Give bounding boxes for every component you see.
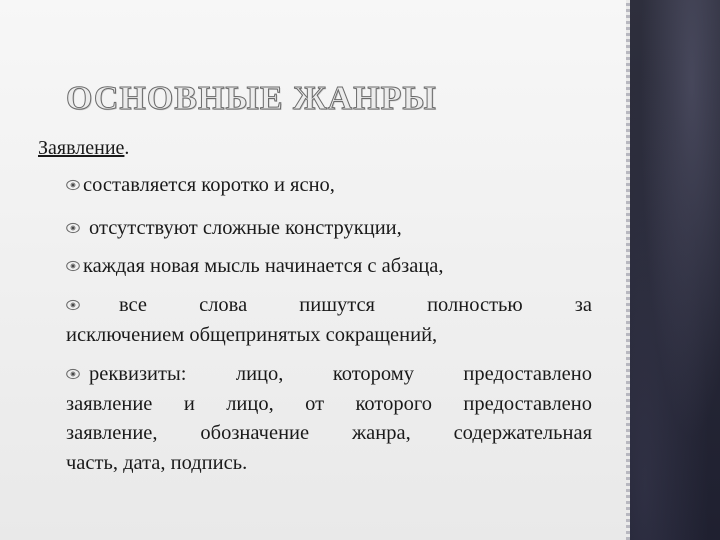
- eye-bullet-icon: [66, 367, 80, 381]
- eye-bullet-icon: [66, 221, 80, 235]
- list-item-text: все слова пишутся полностью за: [119, 294, 592, 316]
- subtitle-lead: Заявление: [38, 137, 125, 159]
- eye-bullet-icon: [66, 178, 80, 192]
- list-item-line: [66, 360, 592, 390]
- list-item-line: [66, 291, 592, 321]
- list-item-text: составляется коротко и ясно,: [83, 174, 335, 196]
- subtitle-tail: .: [124, 137, 130, 159]
- list-item-line: исключением общепринятых сокращений,: [66, 323, 438, 346]
- list-item-text: отсутствуют сложные конструкции,: [89, 217, 402, 239]
- list-item-text: реквизиты: лицо, которому предоставлено: [89, 363, 592, 385]
- eye-bullet-icon: [66, 298, 80, 312]
- slide-title: ОСНОВНЫЕ ЖАНРЫ: [66, 80, 437, 117]
- eye-bullet-icon: [66, 259, 80, 273]
- list-item: [66, 360, 592, 478]
- list-item-line: часть, дата, подпись.: [66, 451, 248, 474]
- list-item-line: заявление и лицо, от которого предоставлено: [66, 392, 592, 415]
- decorative-side-border: [626, 0, 630, 540]
- decorative-side-panel: [626, 0, 720, 540]
- list-item-text: каждая новая мысль начинается с абзаца,: [83, 255, 444, 277]
- list-item: [66, 291, 592, 350]
- list-item: [66, 214, 592, 244]
- list-item: [66, 171, 592, 201]
- list-item-line: заявление, обозначение жанра, содержательная: [66, 422, 592, 444]
- list-item: [66, 252, 592, 282]
- slide-subtitle: [38, 137, 129, 160]
